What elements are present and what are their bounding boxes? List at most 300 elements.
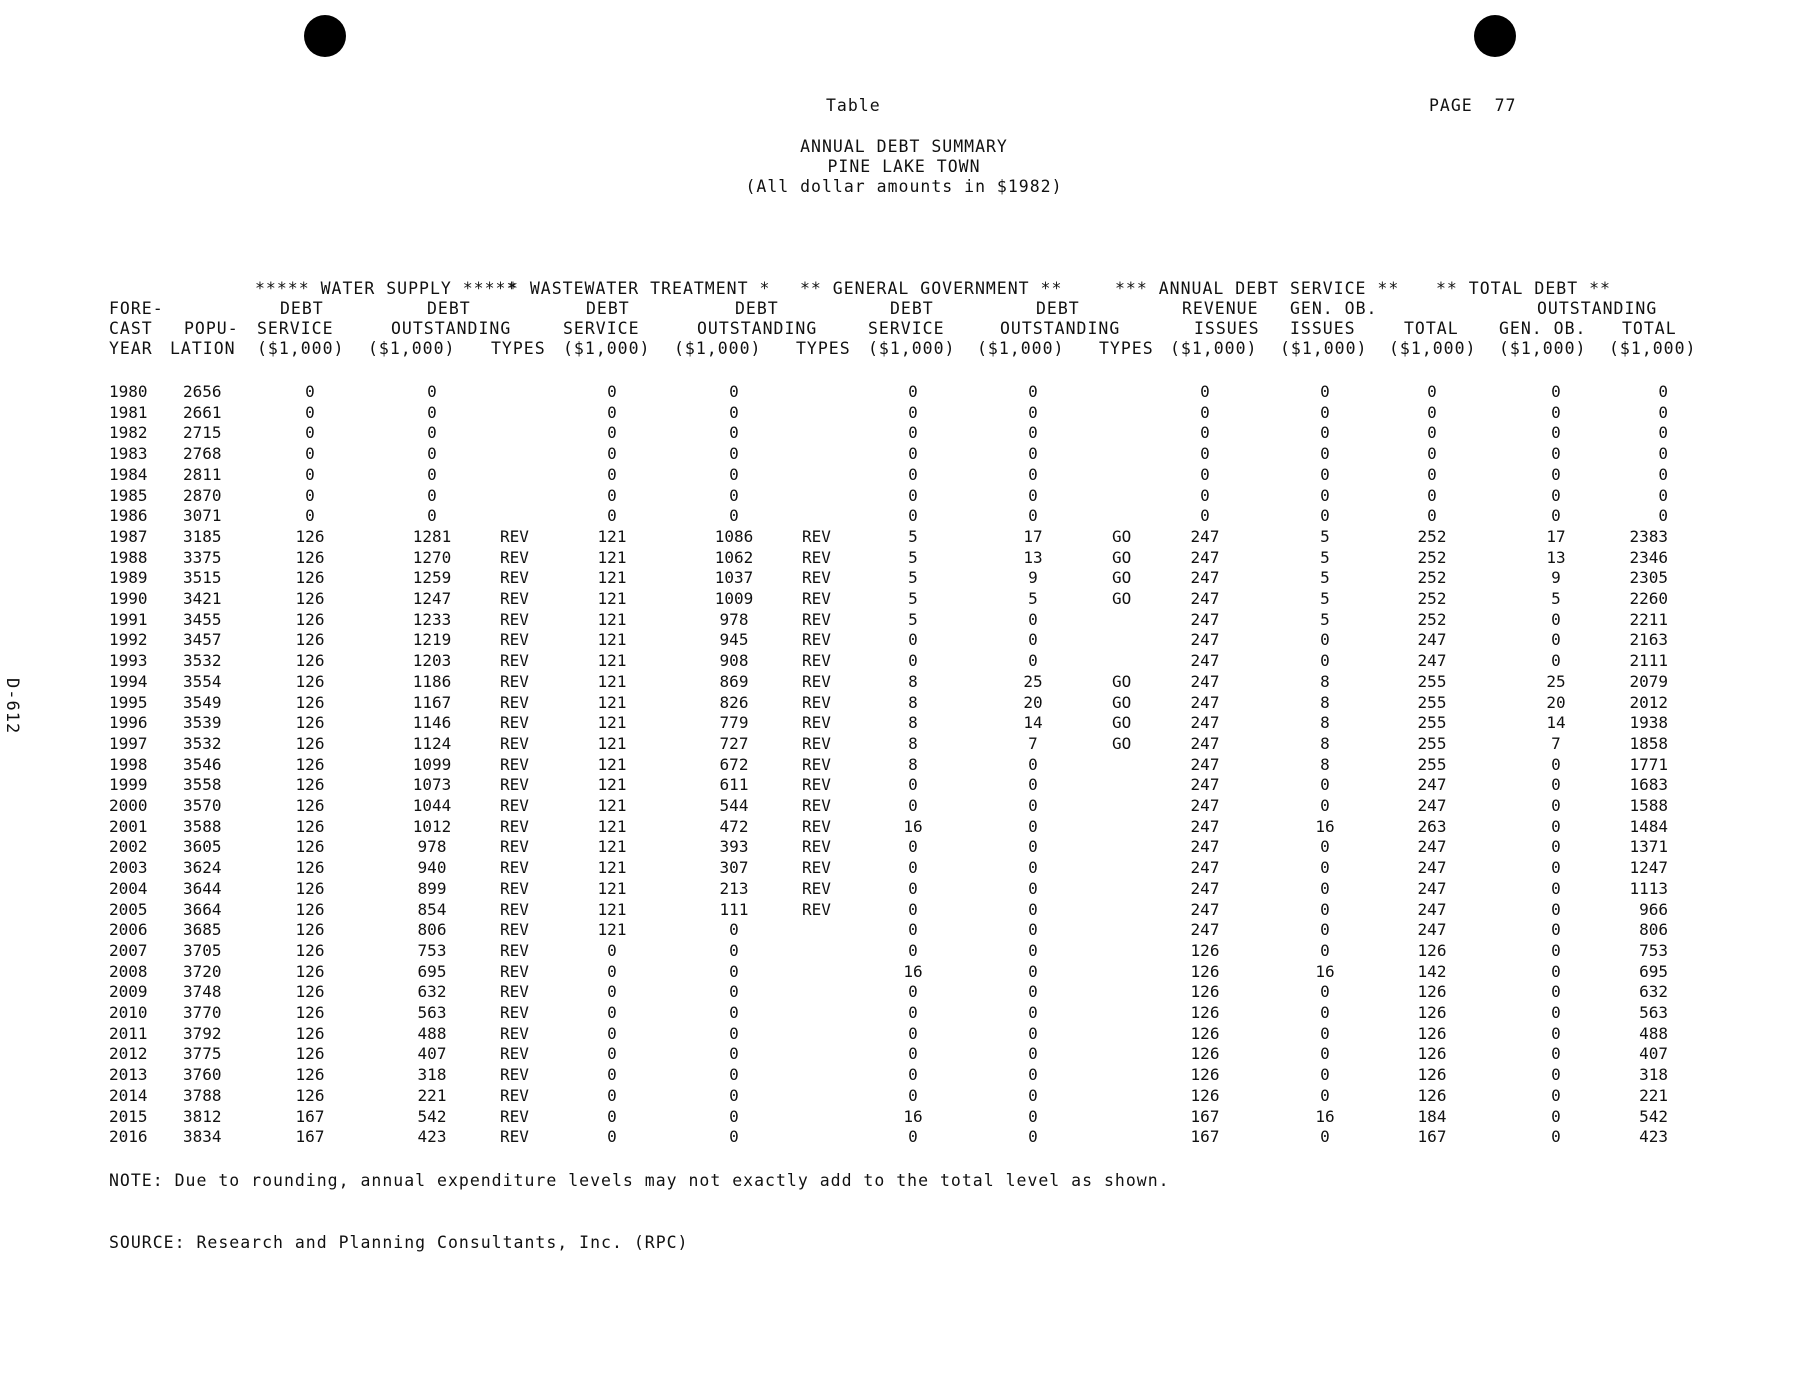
table-cell: 0	[1028, 423, 1038, 443]
table-cell: 0	[305, 402, 315, 422]
table-cell: 0	[729, 1003, 739, 1022]
table-cell: 126	[295, 547, 325, 567]
table-cell: 126	[295, 1003, 325, 1022]
table-cell: 142	[1417, 961, 1447, 981]
table-cell: 0	[1200, 382, 1210, 401]
table-cell: 1986	[109, 506, 148, 526]
table-cell: 0	[427, 464, 437, 484]
table-cell: 5	[908, 568, 918, 588]
table-cell: 0	[1028, 837, 1038, 857]
table-cell: 806	[1639, 920, 1668, 940]
table-cell: 247	[1190, 692, 1220, 712]
table-cell: 126	[1190, 982, 1220, 1002]
table-cell: 3720	[183, 961, 222, 981]
table-cell: 0	[1427, 506, 1437, 526]
header-ww-types: TYPES	[796, 339, 851, 358]
table-cell: 2811	[183, 464, 222, 484]
table-cell: 8	[908, 754, 918, 774]
header-ww-debt2: DEBT	[735, 299, 779, 318]
table-cell: 1938	[1629, 713, 1668, 733]
table-row	[0, 920, 1798, 941]
table-cell: 247	[1190, 899, 1220, 919]
table-cell: 0	[1028, 1127, 1038, 1147]
table-cell: 8	[908, 733, 918, 753]
table-cell: 0	[607, 1023, 617, 1043]
table-cell: REV	[500, 1023, 529, 1043]
table-cell: 0	[908, 402, 918, 422]
table-cell: REV	[802, 775, 831, 795]
table-cell: 5	[908, 589, 918, 608]
table-cell: 544	[719, 796, 749, 815]
table-cell: 0	[729, 1044, 739, 1064]
table-cell: 126	[295, 878, 325, 898]
header-ads-k2: ($1,000)	[1280, 339, 1368, 358]
table-cell: 3760	[183, 1065, 222, 1085]
table-cell: 1683	[1629, 775, 1668, 795]
table-cell: 0	[908, 858, 918, 878]
table-cell: 126	[295, 568, 325, 588]
header-group-annual-debt: *** ANNUAL DEBT SERVICE **	[1115, 279, 1400, 298]
table-cell: 488	[1639, 1023, 1668, 1043]
table-cell: 2656	[183, 382, 222, 401]
header-popu: POPU-	[184, 319, 239, 338]
title-line-2: PINE LAKE TOWN	[827, 157, 981, 176]
table-cell: 0	[729, 506, 739, 526]
table-cell: 126	[295, 733, 325, 753]
table-cell: 0	[1320, 982, 1330, 1002]
table-cell: 5	[1320, 589, 1330, 608]
table-cell: 1996	[109, 713, 148, 733]
table-cell: 9	[1028, 568, 1038, 588]
table-cell: 1990	[109, 589, 148, 608]
table-cell: REV	[500, 754, 529, 774]
table-cell: REV	[802, 568, 831, 588]
table-cell: 966	[1639, 899, 1668, 919]
table-cell: 2715	[183, 423, 222, 443]
table-cell: 0	[1320, 1044, 1330, 1064]
table-cell: 126	[295, 1065, 325, 1085]
table-cell: 2661	[183, 402, 222, 422]
table-cell: 0	[1028, 444, 1038, 464]
table-cell: 0	[1551, 1003, 1561, 1022]
table-cell: REV	[802, 878, 831, 898]
header-gg-outstanding: OUTSTANDING	[1000, 319, 1121, 338]
table-cell: 3624	[183, 858, 222, 878]
table-cell: 14	[1023, 713, 1043, 733]
table-cell: 0	[607, 940, 617, 960]
table-row	[0, 817, 1798, 838]
table-row	[0, 858, 1798, 879]
table-cell: 563	[417, 1003, 447, 1022]
table-cell: 753	[1639, 940, 1668, 960]
header-lation: LATION	[170, 339, 236, 358]
table-cell: 126	[1190, 1044, 1220, 1064]
table-cell: 3792	[183, 1023, 222, 1043]
table-cell: 2013	[109, 1065, 148, 1085]
table-cell: 0	[1320, 464, 1330, 484]
table-cell: 0	[1658, 382, 1668, 401]
header-gg-types: TYPES	[1099, 339, 1154, 358]
table-cell: 247	[1190, 796, 1220, 815]
table-cell: 2004	[109, 878, 148, 898]
table-cell: 0	[729, 961, 739, 981]
table-cell: 247	[1417, 858, 1447, 878]
table-cell: 0	[305, 423, 315, 443]
table-row	[0, 1086, 1798, 1107]
table-cell: 0	[1028, 651, 1038, 671]
table-row	[0, 1127, 1798, 1148]
table-row	[0, 382, 1798, 403]
header-fore: FORE-	[109, 299, 164, 318]
table-cell: 247	[1417, 775, 1447, 795]
table-cell: 695	[417, 961, 447, 981]
table-cell: 1992	[109, 630, 148, 650]
table-cell: 5	[908, 609, 918, 629]
table-cell: 0	[607, 402, 617, 422]
table-cell: 126	[295, 775, 325, 795]
table-cell: 0	[427, 382, 437, 401]
table-cell: 247	[1190, 630, 1220, 650]
table-cell: 2000	[109, 796, 148, 815]
table-cell: 2305	[1629, 568, 1668, 588]
table-cell: 121	[597, 920, 627, 940]
table-cell: 0	[607, 982, 617, 1002]
table-cell: 0	[729, 464, 739, 484]
table-cell: 5	[1320, 568, 1330, 588]
table-cell: 3071	[183, 506, 222, 526]
header-group-wastewater: * WASTEWATER TREATMENT *	[508, 279, 771, 298]
header-cast: CAST	[109, 319, 153, 338]
table-cell: 263	[1417, 816, 1447, 836]
table-cell: 945	[719, 630, 749, 650]
table-cell: 0	[607, 423, 617, 443]
table-cell: REV	[500, 589, 529, 608]
table-cell: 0	[729, 1085, 739, 1105]
table-cell: 2014	[109, 1085, 148, 1105]
header-ww-k2: ($1,000)	[674, 339, 762, 358]
table-cell: 0	[729, 1023, 739, 1043]
table-cell: 0	[1551, 1106, 1561, 1126]
table-cell: 488	[417, 1023, 447, 1043]
table-cell: 126	[295, 526, 325, 546]
table-cell: 0	[908, 1044, 918, 1064]
table-cell: 0	[1658, 423, 1668, 443]
table-cell: 1995	[109, 692, 148, 712]
table-cell: 318	[1639, 1065, 1668, 1085]
table-row	[0, 403, 1798, 424]
header-ws-outstanding: OUTSTANDING	[391, 319, 512, 338]
table-cell: 121	[597, 754, 627, 774]
table-cell: REV	[802, 526, 831, 546]
table-cell: 0	[1551, 651, 1561, 671]
table-cell: 184	[1417, 1106, 1447, 1126]
table-cell: 0	[1427, 464, 1437, 484]
table-row	[0, 465, 1798, 486]
table-cell: 2009	[109, 982, 148, 1002]
header-ww-debt1: DEBT	[586, 299, 630, 318]
table-cell: 0	[908, 485, 918, 505]
table-cell: REV	[500, 1106, 529, 1126]
table-cell: 126	[1190, 940, 1220, 960]
header-gg-k2: ($1,000)	[977, 339, 1065, 358]
table-cell: 247	[1190, 589, 1220, 608]
table-cell: 0	[729, 402, 739, 422]
table-cell: 0	[1028, 1023, 1038, 1043]
table-cell: 0	[1551, 423, 1561, 443]
table-cell: 3185	[183, 526, 222, 546]
table-cell: 0	[1200, 485, 1210, 505]
table-cell: 0	[729, 382, 739, 401]
table-cell: 753	[417, 940, 447, 960]
table-cell: 126	[295, 1085, 325, 1105]
table-cell: 0	[1551, 775, 1561, 795]
title-line-1: ANNUAL DEBT SUMMARY	[800, 137, 1008, 156]
table-cell: 0	[908, 1085, 918, 1105]
table-cell: 0	[607, 1044, 617, 1064]
table-cell: 0	[1320, 775, 1330, 795]
table-cell: 423	[417, 1127, 447, 1147]
table-cell: 563	[1639, 1003, 1668, 1022]
table-cell: GO	[1112, 671, 1132, 691]
table-row	[0, 651, 1798, 672]
table-cell: 247	[1417, 899, 1447, 919]
table-cell: 1771	[1629, 754, 1668, 774]
table-cell: 0	[1320, 796, 1330, 815]
table-cell: 899	[417, 878, 447, 898]
table-cell: 0	[1551, 796, 1561, 815]
header-td-k1: ($1,000)	[1499, 339, 1587, 358]
table-cell: 0	[1320, 940, 1330, 960]
table-cell: 0	[1551, 1127, 1561, 1147]
table-cell: 2015	[109, 1106, 148, 1126]
table-cell: REV	[500, 858, 529, 878]
table-cell: 3515	[183, 568, 222, 588]
table-cell: 2006	[109, 920, 148, 940]
table-cell: 247	[1190, 775, 1220, 795]
table-cell: 1146	[412, 713, 452, 733]
table-cell: 247	[1190, 816, 1220, 836]
table-cell: REV	[802, 733, 831, 753]
table-cell: 25	[1023, 671, 1043, 691]
table-cell: 2001	[109, 816, 148, 836]
header-ws-debt2: DEBT	[427, 299, 471, 318]
table-cell: 247	[1417, 920, 1447, 940]
table-cell: 407	[417, 1044, 447, 1064]
table-cell: 307	[719, 858, 749, 878]
table-cell: 0	[1028, 754, 1038, 774]
table-cell: 0	[1028, 899, 1038, 919]
table-cell: 0	[1320, 837, 1330, 857]
table-cell: 1113	[1629, 878, 1668, 898]
table-cell: 0	[908, 1127, 918, 1147]
table-cell: 0	[1028, 506, 1038, 526]
table-cell: 3532	[183, 651, 222, 671]
table-cell: 0	[729, 1065, 739, 1085]
table-cell: REV	[802, 816, 831, 836]
table-cell: REV	[500, 692, 529, 712]
header-group-total-debt: ** TOTAL DEBT **	[1436, 279, 1611, 298]
table-cell: 0	[1320, 506, 1330, 526]
table-cell: 121	[597, 526, 627, 546]
table-cell: 1270	[412, 547, 452, 567]
table-row	[0, 1003, 1798, 1024]
table-cell: 121	[597, 816, 627, 836]
table-cell: REV	[802, 754, 831, 774]
table-cell: 7	[1028, 733, 1038, 753]
table-cell: 0	[1551, 382, 1561, 401]
table-cell: GO	[1112, 547, 1132, 567]
table-cell: 0	[908, 899, 918, 919]
table-cell: 0	[1320, 1127, 1330, 1147]
table-cell: 1044	[412, 796, 452, 815]
table-cell: 1099	[412, 754, 452, 774]
table-cell: 3775	[183, 1044, 222, 1064]
table-cell: 779	[719, 713, 749, 733]
table-cell: 0	[305, 464, 315, 484]
table-row	[0, 527, 1798, 548]
table-cell: 1124	[412, 733, 452, 753]
table-cell: 247	[1190, 754, 1220, 774]
header-group-general-gov: ** GENERAL GOVERNMENT **	[800, 279, 1063, 298]
table-cell: 8	[908, 692, 918, 712]
table-cell: 0	[908, 506, 918, 526]
table-cell: 126	[295, 671, 325, 691]
table-cell: 126	[295, 1023, 325, 1043]
side-page-code: D-612	[2, 678, 22, 735]
header-gg-service: SERVICE	[868, 319, 945, 338]
table-cell: 632	[417, 982, 447, 1002]
table-cell: REV	[500, 609, 529, 629]
table-cell: 0	[1551, 464, 1561, 484]
table-cell: 126	[1417, 982, 1447, 1002]
table-row	[0, 982, 1798, 1003]
table-cell: 0	[607, 464, 617, 484]
table-cell: 0	[1551, 961, 1561, 981]
table-cell: 1219	[412, 630, 452, 650]
table-cell: 1985	[109, 485, 148, 505]
header-ws-k1: ($1,000)	[257, 339, 345, 358]
table-cell: 0	[1320, 878, 1330, 898]
table-cell: 126	[295, 713, 325, 733]
table-row	[0, 486, 1798, 507]
table-cell: 3421	[183, 589, 222, 608]
table-cell: REV	[802, 796, 831, 815]
table-cell: 247	[1190, 733, 1220, 753]
table-cell: 126	[295, 651, 325, 671]
table-cell: 0	[1320, 1023, 1330, 1043]
table-cell: 826	[719, 692, 749, 712]
table-cell: 0	[427, 402, 437, 422]
table-cell: 121	[597, 568, 627, 588]
table-cell: 0	[1658, 506, 1668, 526]
table-cell: 0	[908, 796, 918, 815]
table-cell: REV	[500, 526, 529, 546]
table-cell: 2002	[109, 837, 148, 857]
table-cell: REV	[802, 609, 831, 629]
table-cell: 126	[1190, 1003, 1220, 1022]
table-cell: 0	[1028, 775, 1038, 795]
table-cell: REV	[500, 899, 529, 919]
table-cell: 3770	[183, 1003, 222, 1022]
header-ws-types: TYPES	[491, 339, 546, 358]
table-cell: 727	[719, 733, 749, 753]
table-cell: 1987	[109, 526, 148, 546]
table-cell: 2005	[109, 899, 148, 919]
table-cell: 5	[1320, 526, 1330, 546]
table-cell: 121	[597, 713, 627, 733]
table-cell: 247	[1190, 837, 1220, 857]
table-cell: 247	[1190, 651, 1220, 671]
table-cell: 126	[295, 609, 325, 629]
table-cell: 167	[1190, 1127, 1220, 1147]
table-cell: 0	[1028, 485, 1038, 505]
table-cell: 0	[1551, 630, 1561, 650]
table-cell: 2211	[1629, 609, 1668, 629]
table-cell: REV	[802, 547, 831, 567]
table-cell: 0	[1028, 1085, 1038, 1105]
table-cell: 1247	[1629, 858, 1668, 878]
table-cell: 5	[1320, 547, 1330, 567]
table-cell: 126	[295, 630, 325, 650]
table-cell: 2260	[1629, 589, 1668, 608]
header-ww-outstanding: OUTSTANDING	[697, 319, 818, 338]
table-cell: 0	[908, 464, 918, 484]
table-cell: 2012	[1629, 692, 1668, 712]
table-cell: 0	[908, 837, 918, 857]
table-cell: 0	[1551, 444, 1561, 464]
table-cell: 1980	[109, 382, 148, 401]
table-row	[0, 672, 1798, 693]
table-cell: 1186	[412, 671, 452, 691]
table-cell: 0	[1551, 940, 1561, 960]
table-cell: 252	[1417, 568, 1447, 588]
table-cell: 0	[1658, 402, 1668, 422]
table-cell: 25	[1546, 671, 1566, 691]
table-cell: 121	[597, 589, 627, 608]
table-cell: 252	[1417, 589, 1447, 608]
table-cell: 407	[1639, 1044, 1668, 1064]
header-td-outstanding: OUTSTANDING	[1537, 299, 1658, 318]
table-cell: REV	[500, 568, 529, 588]
table-cell: 247	[1190, 547, 1220, 567]
table-cell: 2079	[1629, 671, 1668, 691]
table-cell: 2016	[109, 1127, 148, 1147]
table-cell: 0	[1427, 485, 1437, 505]
binder-hole-left	[304, 15, 346, 57]
table-cell: 221	[1639, 1085, 1668, 1105]
table-cell: 0	[427, 485, 437, 505]
table-cell: 5	[1551, 589, 1561, 608]
table-cell: 3546	[183, 754, 222, 774]
table-cell: 0	[427, 423, 437, 443]
table-cell: 126	[295, 692, 325, 712]
table-cell: 252	[1417, 547, 1447, 567]
table-cell: 0	[1551, 402, 1561, 422]
table-cell: 167	[295, 1106, 325, 1126]
table-row	[0, 568, 1798, 589]
table-cell: 0	[607, 1003, 617, 1022]
table-cell: 0	[1551, 609, 1561, 629]
table-cell: 0	[1200, 402, 1210, 422]
table-cell: 0	[1551, 506, 1561, 526]
table-cell: 126	[1417, 1044, 1447, 1064]
table-cell: 908	[719, 651, 749, 671]
header-ads-k1: ($1,000)	[1170, 339, 1258, 358]
table-cell: 13	[1546, 547, 1566, 567]
table-cell: REV	[500, 940, 529, 960]
table-cell: 121	[597, 692, 627, 712]
table-cell: REV	[500, 1085, 529, 1105]
